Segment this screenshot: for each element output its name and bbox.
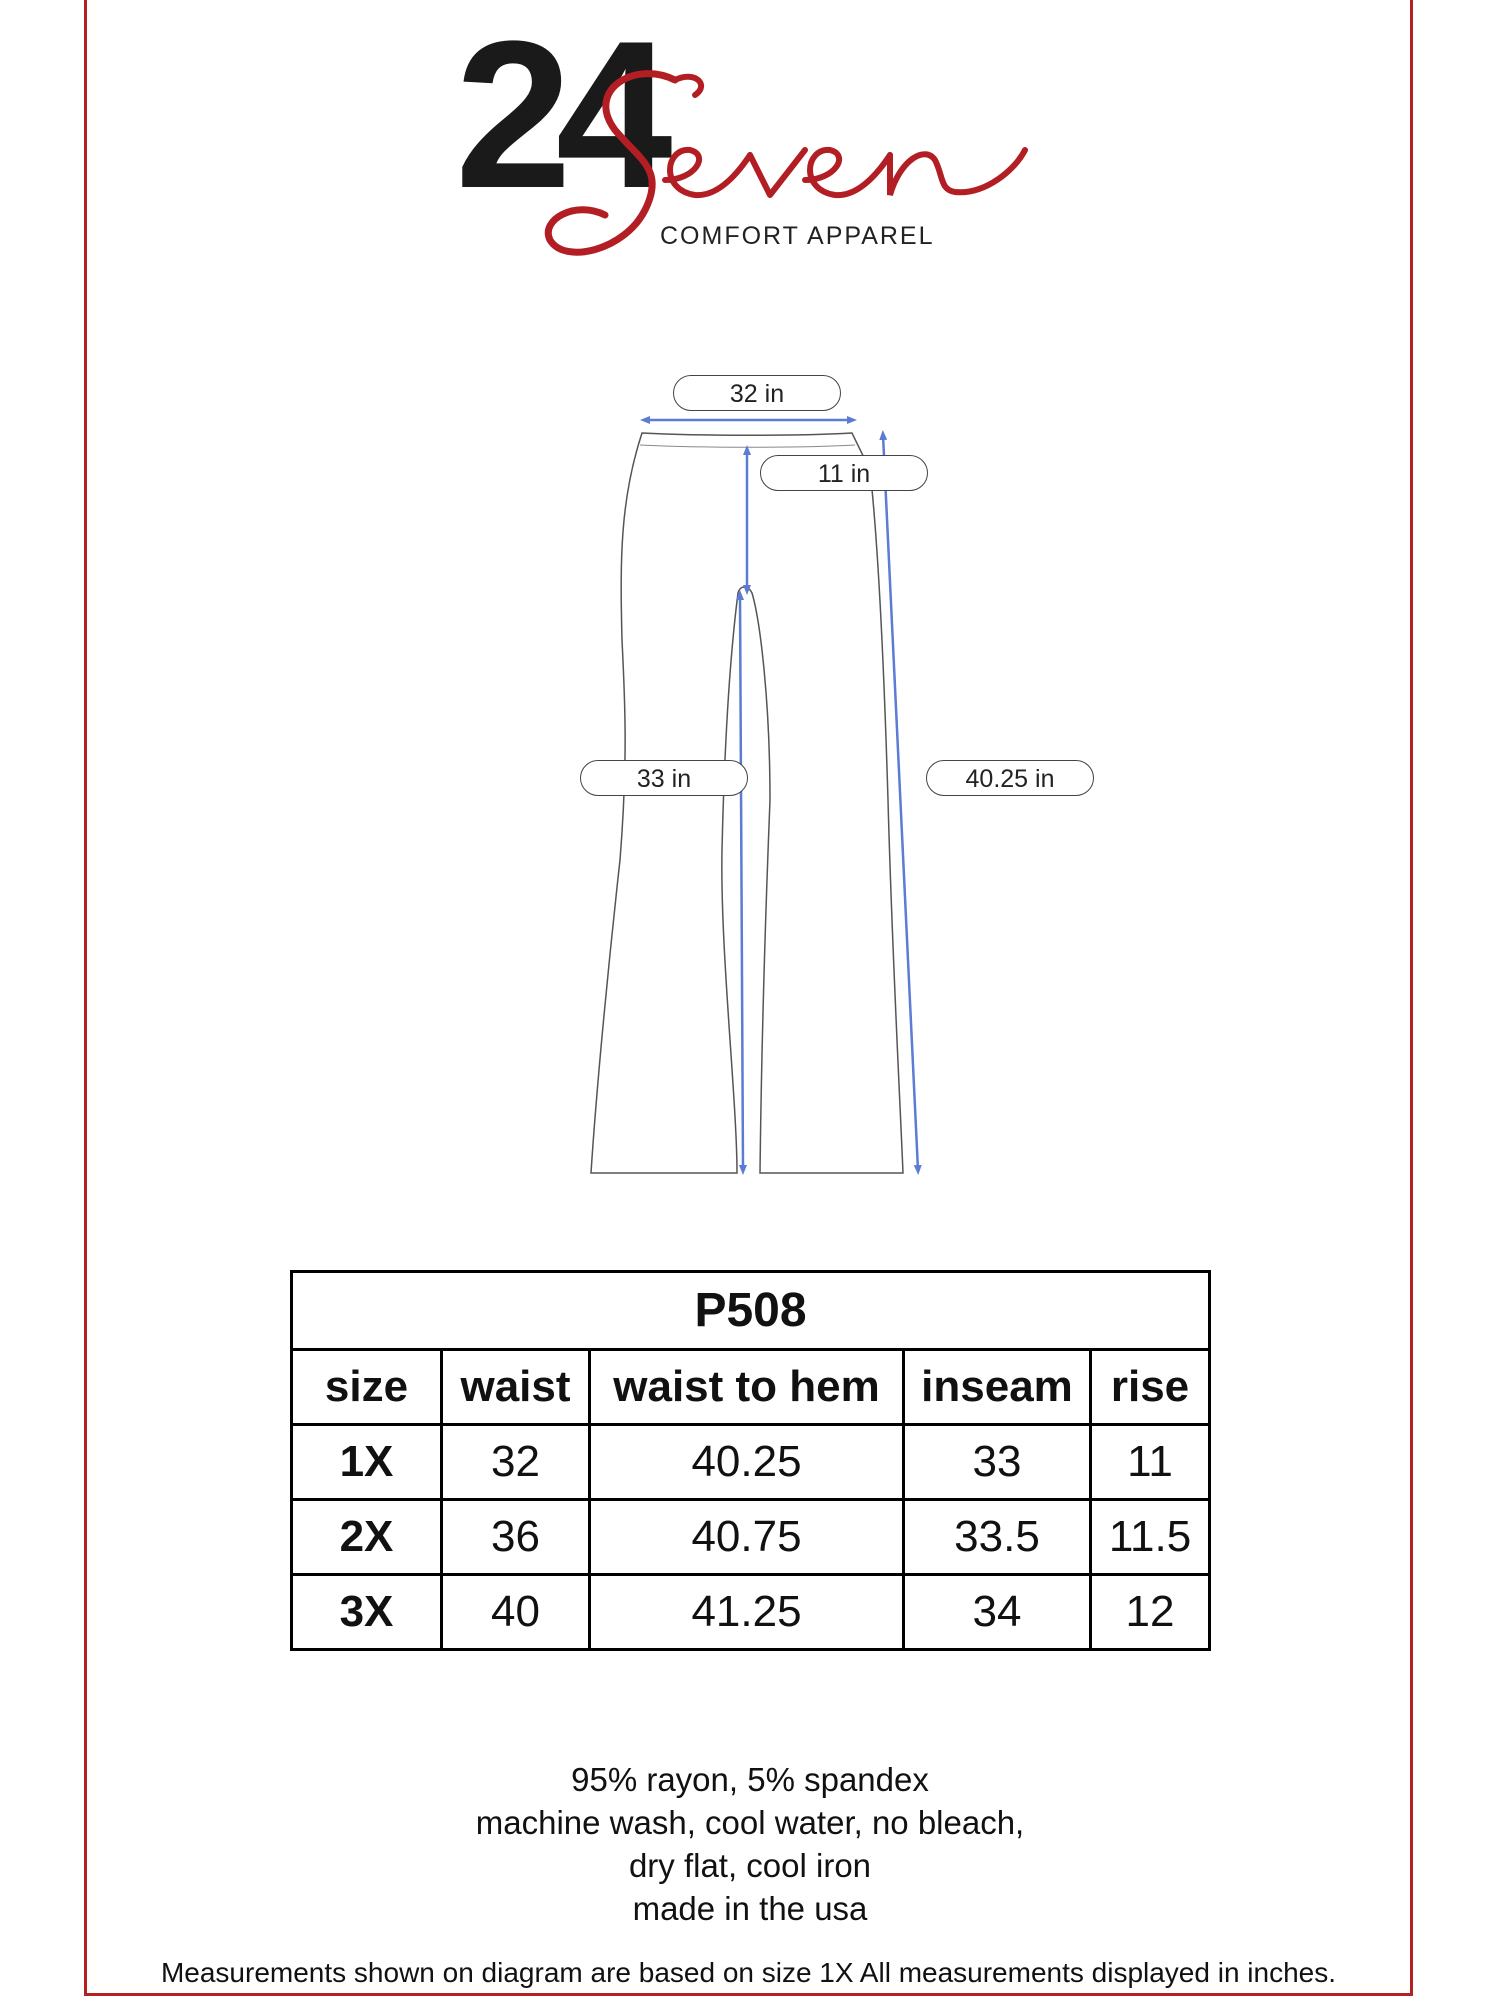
waist-cell: 36: [442, 1500, 590, 1575]
fabric-content: 95% rayon, 5% spandex: [571, 1761, 929, 1798]
size-cell: 2X: [292, 1500, 442, 1575]
style-code: P508: [292, 1272, 1210, 1350]
waist-cell: 32: [442, 1425, 590, 1500]
logo-tagline: COMFORT APPAREL: [660, 222, 935, 250]
size-chart-table: [290, 1270, 1211, 1651]
inseam-cell: 33.5: [904, 1500, 1091, 1575]
waist-to-hem-label: 40.25 in: [926, 760, 1094, 796]
inseam-cell: 33: [904, 1425, 1091, 1500]
inseam-label: 33 in: [580, 760, 748, 796]
rise-cell: 12: [1091, 1575, 1210, 1650]
waist-to-hem-cell: 41.25: [590, 1575, 904, 1650]
inseam-cell: 34: [904, 1575, 1091, 1650]
rise-cell: 11: [1091, 1425, 1210, 1500]
logo-number: 24: [455, 0, 657, 232]
rise-cell: 11.5: [1091, 1500, 1210, 1575]
table-row: [292, 1425, 1210, 1500]
rise-label: 11 in: [760, 455, 928, 491]
care-instructions: [0, 1758, 1500, 1930]
table-header-row: [292, 1350, 1210, 1425]
waist-to-hem-cell: 40.75: [590, 1500, 904, 1575]
measurement-footnote: Measurements shown on diagram are based on size 1X All measurements displayed in inches.: [160, 1957, 1337, 1988]
origin: made in the usa: [632, 1890, 868, 1927]
header-size: size: [292, 1350, 442, 1425]
header-waist-to-hem: waist to hem: [590, 1350, 904, 1425]
waist-to-hem-cell: 40.25: [590, 1425, 904, 1500]
inseam-arrow: [740, 595, 743, 1170]
table-row: [292, 1500, 1210, 1575]
size-cell: 3X: [292, 1575, 442, 1650]
table-title-row: [292, 1272, 1210, 1350]
table-row: [292, 1575, 1210, 1650]
header-waist: waist: [442, 1350, 590, 1425]
waist-label: 32 in: [673, 375, 841, 411]
header-rise: rise: [1091, 1350, 1210, 1425]
wash-instructions: machine wash, cool water, no bleach,: [475, 1804, 1025, 1841]
waist-cell: 40: [442, 1575, 590, 1650]
dry-instructions: dry flat, cool iron: [628, 1847, 872, 1884]
size-cell: 1X: [292, 1425, 442, 1500]
header-inseam: inseam: [904, 1350, 1091, 1425]
